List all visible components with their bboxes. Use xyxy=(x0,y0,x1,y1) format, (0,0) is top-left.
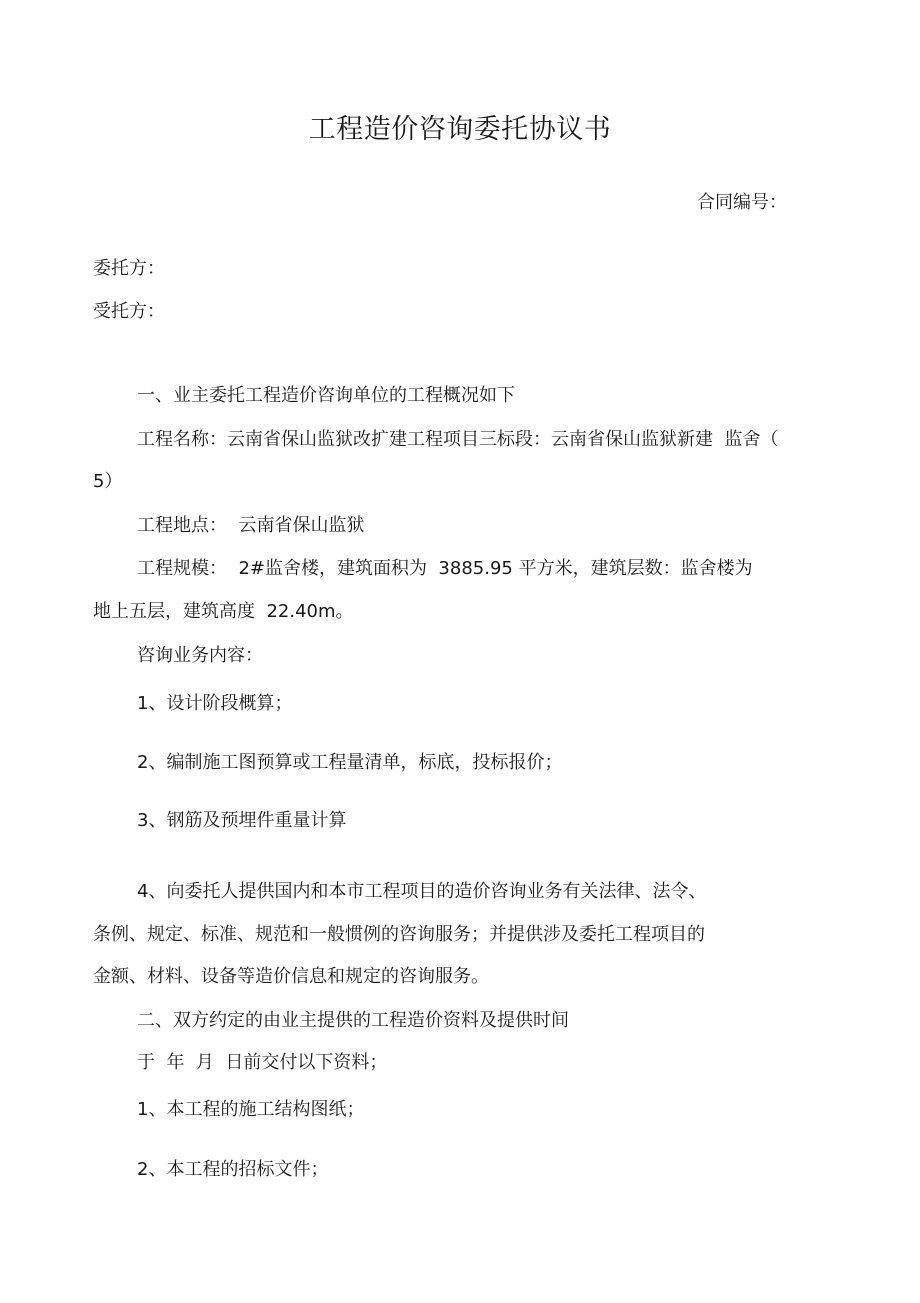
service-item-3: 3、钢筋及预埋件重量计算 xyxy=(137,810,347,831)
project-location: 工程地点： 云南省保山监狱 xyxy=(137,515,365,536)
client-label: 委托方： xyxy=(93,258,165,279)
service-item-1: 1、设计阶段概算； xyxy=(137,693,293,714)
section2-heading: 二、双方约定的由业主提供的工程造价资料及提供时间 xyxy=(137,1010,569,1031)
trustee-label: 受托方： xyxy=(93,301,165,322)
project-name-line1: 工程名称：云南省保山监狱改扩建工程项目三标段：云南省保山监狱新建 监舍（ xyxy=(137,429,779,450)
service-item-4-line3: 金额、材料、设备等造价信息和规定的咨询服务。 xyxy=(93,966,489,987)
project-scale-line2: 地上五层，建筑高度 22.40m。 xyxy=(93,601,354,622)
service-item-4-line2: 条例、规定、标准、规范和一般惯例的咨询服务；并提供涉及委托工程项目的 xyxy=(93,924,705,945)
section2-deadline: 于 年 月 日前交付以下资料； xyxy=(137,1052,388,1073)
document-title: 工程造价咨询委托协议书 xyxy=(308,114,612,145)
project-name-line2: 5） xyxy=(93,471,123,492)
material-item-2: 2、本工程的招标文件； xyxy=(137,1159,329,1180)
section1-heading: 一、业主委托工程造价咨询单位的工程概况如下 xyxy=(137,385,515,406)
service-content-label: 咨询业务内容： xyxy=(137,645,263,666)
service-item-2: 2、编制施工图预算或工程量清单，标底，投标报价； xyxy=(137,752,563,773)
service-item-4-line1: 4、向委托人提供国内和本市工程项目的造价咨询业务有关法律、法令、 xyxy=(137,881,707,902)
contract-number-label: 合同编号： xyxy=(697,192,787,213)
material-item-1: 1、本工程的施工结构图纸； xyxy=(137,1099,365,1120)
project-scale-line1: 工程规模： 2#监舍楼，建筑面积为 3885.95 平方米，建筑层数：监舍楼为 xyxy=(137,558,753,579)
